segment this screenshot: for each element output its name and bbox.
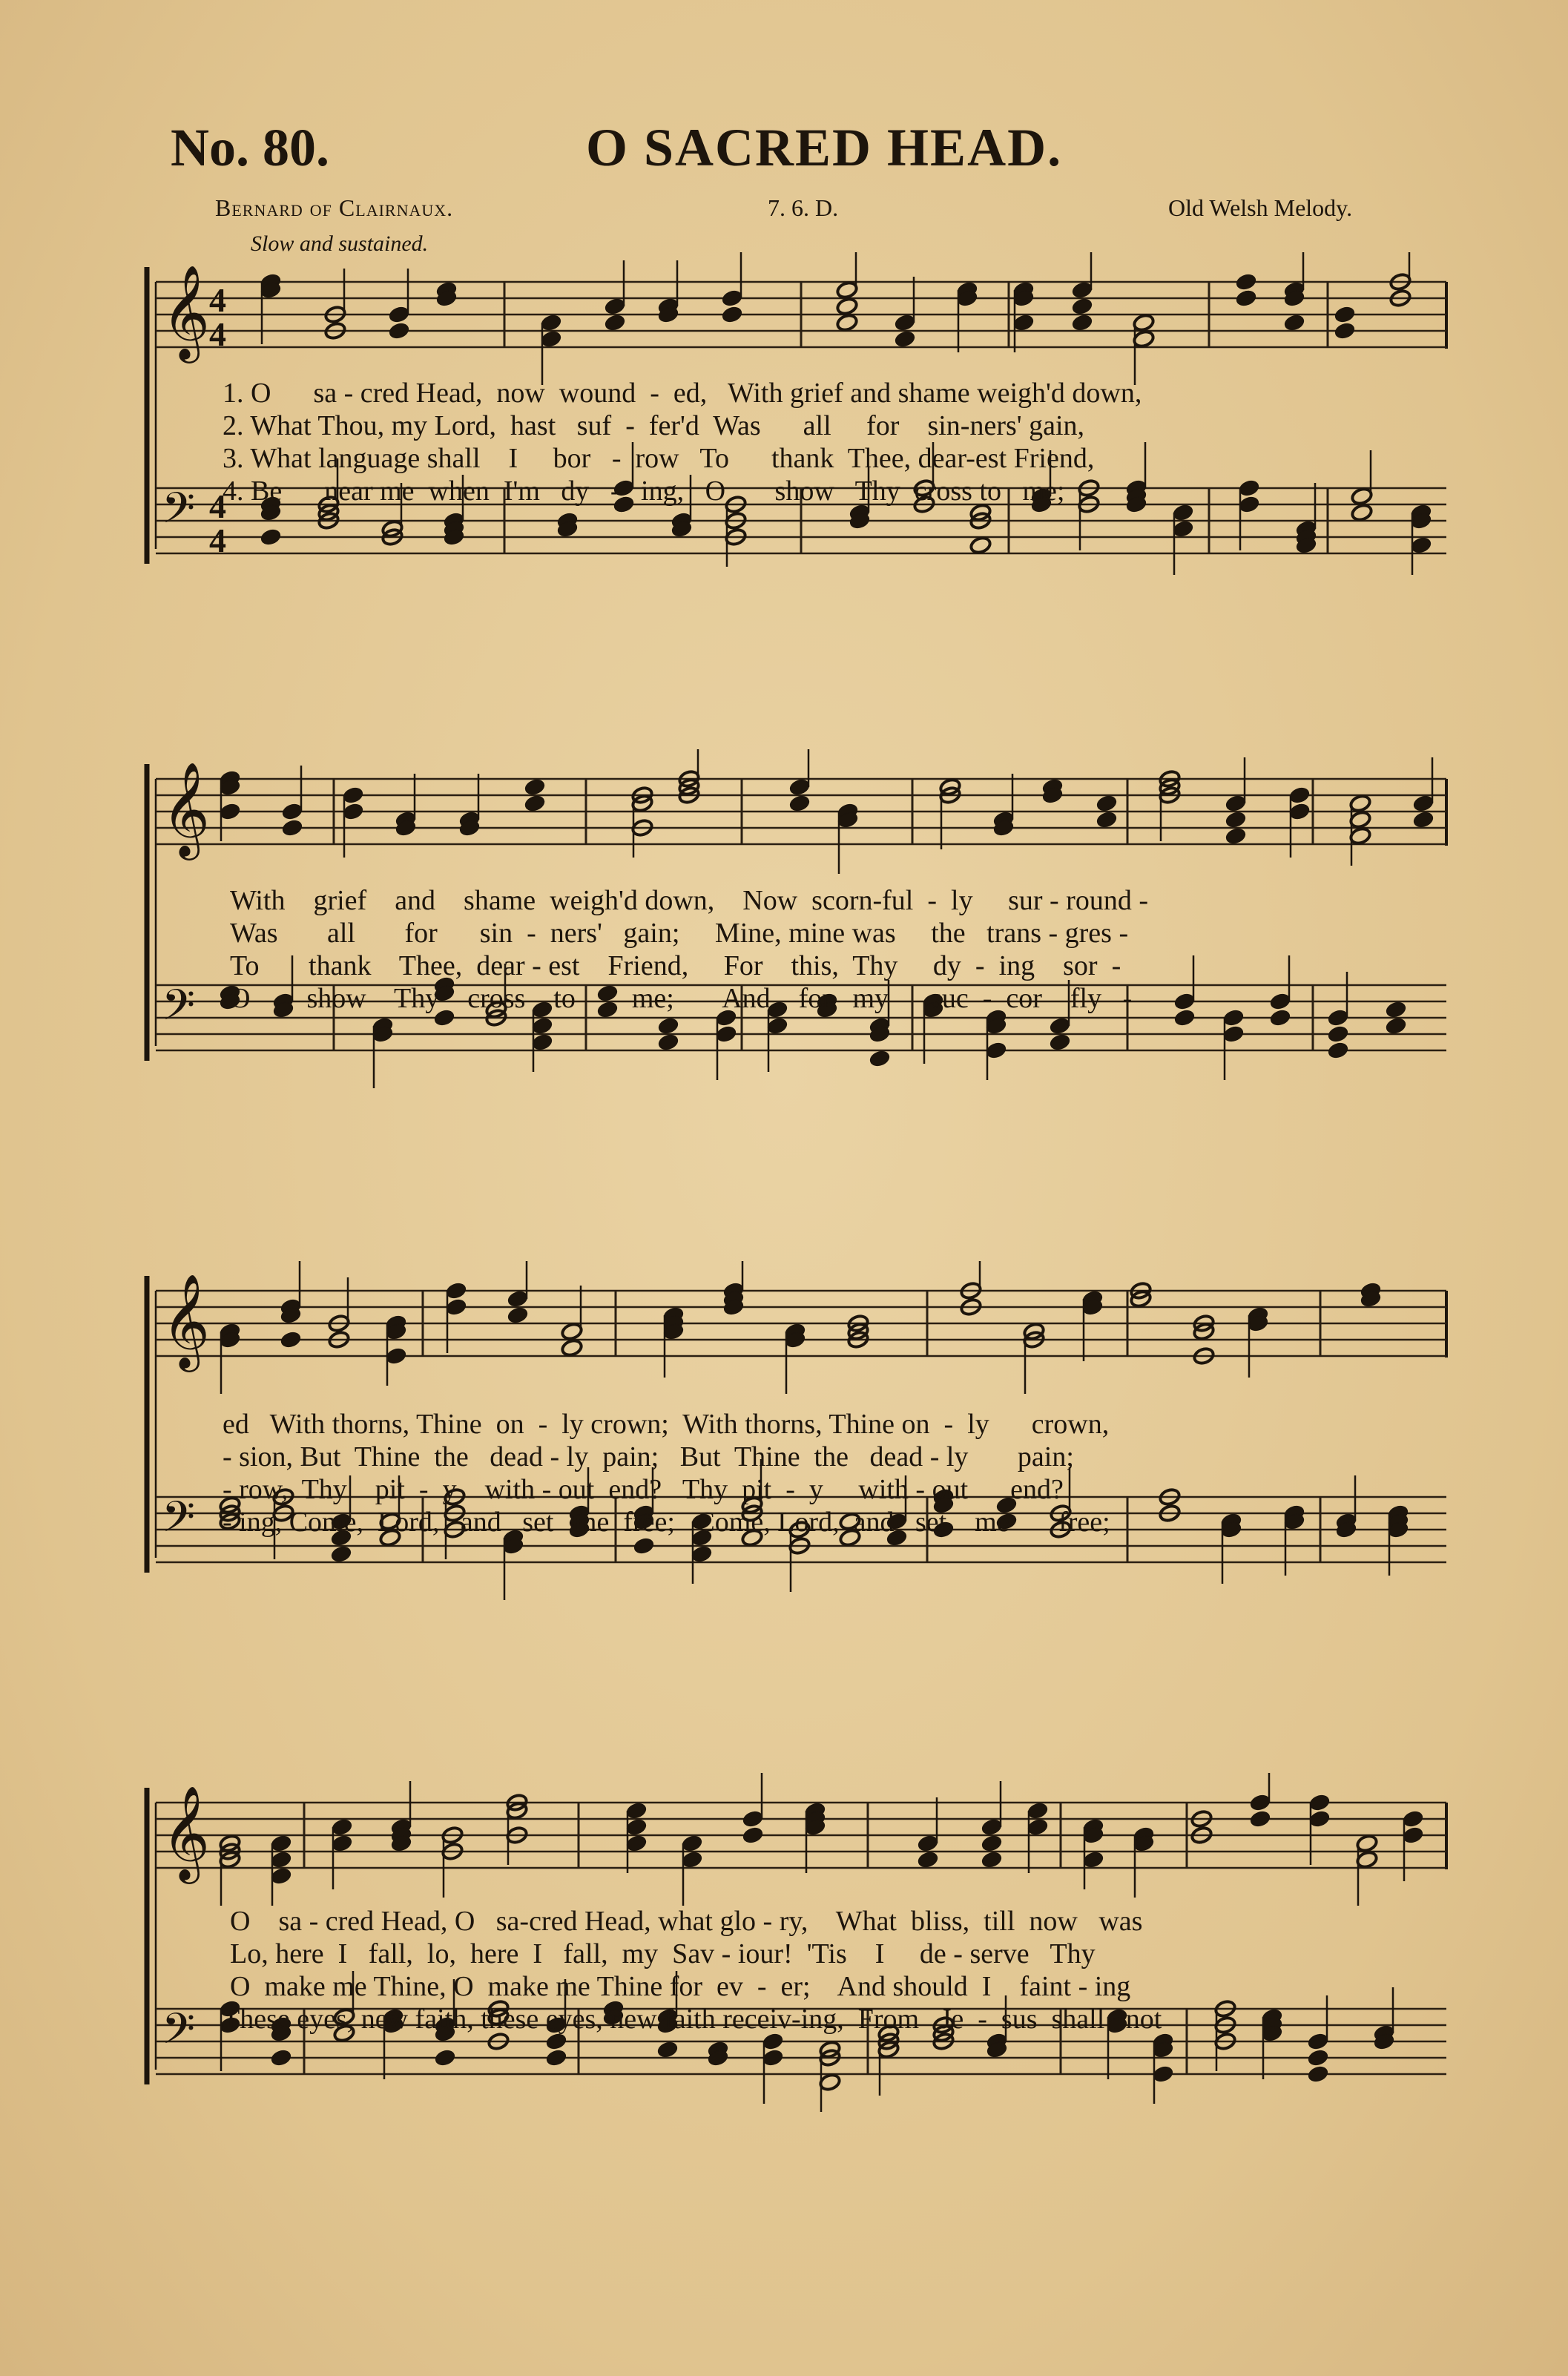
note-head [1351,487,1374,506]
note-head [762,2048,785,2067]
note-head [981,1850,1004,1869]
note-head [1071,297,1094,316]
note-head [281,802,304,821]
note-head [742,1809,765,1829]
note-head [1356,1834,1379,1853]
note-head [836,280,859,300]
note-head [1222,1008,1245,1027]
note-head [1049,1016,1072,1036]
note-head [1412,810,1435,829]
note-head [894,313,917,332]
treble-clef-icon: 𝄞 [162,264,211,359]
note-head [625,1801,648,1820]
note-head [270,1866,293,1886]
note-head [507,1306,530,1325]
note-head [1096,794,1119,813]
lyric-line: O sa - cred Head, O sa-cred Head, what glo - ry, What bliss, till now was [230,1906,1143,1937]
note-head [524,794,547,813]
time-signature: 4 [209,281,226,319]
note-head [625,1834,648,1853]
note-head [1307,2032,1330,2051]
lyric-line: ed With thorns, Thine on - ly crown; With thorns, Thine on - ly crown, [223,1409,1110,1440]
note-head [445,1297,468,1317]
note-head [657,1033,680,1052]
note-head [1082,1850,1105,1869]
lyric-line: O make me Thine, O make me Thine for ev - er; And should I faint - ing [230,1971,1131,2002]
note-head [540,313,563,332]
note-head [656,2040,679,2059]
note-head [1402,1826,1425,1845]
note-head [1410,536,1433,555]
note-head [445,1281,468,1300]
note-head [1027,1801,1050,1820]
lyric-line: 2. What Thou, my Lord, hast suf - fer'd Was all for sin-ners' gain, [223,410,1085,441]
note-head [524,777,547,797]
treble-staff [156,1261,1446,1394]
note-head [545,2048,568,2067]
note-head [540,329,563,349]
lyric-line: 3. What language shall I bor - row To thank Thee, dear-est Friend, [223,443,1095,474]
note-head [385,1346,408,1366]
note-head [219,802,242,821]
time-signature: 4 [209,521,226,559]
note-head [1133,313,1156,332]
note-head [561,1322,584,1341]
note-head [1027,1817,1050,1837]
note-head [1152,2064,1175,2084]
note-head [330,1544,353,1564]
note-head [1349,810,1372,829]
note-head [1012,313,1035,332]
note-head [531,1033,554,1052]
note-head [1249,1809,1272,1829]
note-head [281,818,304,837]
note-head [1349,826,1372,846]
treble-clef-icon: 𝄞 [162,1785,211,1880]
note-head [561,1338,584,1358]
note-head [1071,313,1094,332]
bass-clef-icon: 𝄢 [162,1492,196,1553]
note-head [1412,794,1435,813]
note-head [1172,503,1195,522]
lyric-line: - sion, But Thine the dead - ly pain; But Thine the dead - ly pain; [223,1441,1074,1472]
note-head [331,1834,354,1853]
note-head [604,297,627,316]
note-head [715,1024,738,1044]
note-head [1249,1793,1272,1812]
note-head [969,536,992,555]
note-head [625,1817,648,1837]
note-head [270,2048,293,2067]
time-signature: 4 [209,487,226,525]
lyric-line: 1. O sa - cred Head, now wound - ed, With grief and shame weigh'd down, [223,378,1142,409]
treble-clef-icon: 𝄞 [162,1273,211,1368]
note-head [1327,1008,1350,1027]
bass-clef-icon: 𝄢 [162,2004,196,2064]
treble-staff [156,252,1446,385]
note-head [1288,802,1311,821]
note-head [1288,786,1311,805]
note-head [342,786,365,805]
note-head [1402,1809,1425,1829]
time-signature: 4 [209,315,226,353]
note-head [1307,2064,1330,2084]
note-head [1385,1000,1408,1019]
note-head [270,1834,293,1853]
note-head [507,1289,530,1309]
note-head [788,794,811,813]
note-head [1049,1033,1072,1052]
note-head [681,1850,704,1869]
note-head [388,305,411,324]
note-head [1308,1793,1331,1812]
note-head [819,2073,842,2092]
note-head [1225,794,1248,813]
note-head [1133,329,1156,349]
treble-clef-icon: 𝄞 [162,761,211,856]
note-head [1334,321,1357,340]
note-head [681,1834,704,1853]
lyric-line: Lo, here I fall, lo, here I fall, my Sav - iour! 'Tis I de - serve Thy [230,1938,1096,1969]
tune-credit: Old Welsh Melody. [1168,194,1353,221]
note-head [1225,826,1248,846]
note-head [280,1330,303,1349]
note-head [633,1536,656,1556]
note-head [1222,1024,1245,1044]
note-head [1351,503,1374,522]
note-head [1307,2048,1330,2067]
lyric-line: - ing, Come, Lord, and set me free; Come, Lord, and set me free; [223,1507,1110,1538]
note-head [260,527,283,547]
lyric-line: These eyes, new faith, these eyes, new faith receiv-ing, From Je - sus shall not [223,2004,1162,2035]
note-head [331,1817,354,1837]
note-head [1096,810,1119,829]
note-head [742,1826,765,1845]
note-head [1327,1024,1350,1044]
lyric-line: Was all for sin - ners' gain; Mine, mine was the trans - gres - [230,918,1129,949]
note-head [721,305,744,324]
note-head [981,1817,1004,1837]
note-head [721,289,744,308]
note-head [1356,1850,1379,1869]
hymn-number: No. 80. [171,118,329,177]
hymn-title: O SACRED HEAD. [586,118,1063,177]
note-head [766,1016,789,1036]
note-head [1327,1041,1350,1060]
note-head [1349,794,1372,813]
note-head [388,321,411,340]
note-head [917,1850,940,1869]
note-head [1269,1008,1292,1027]
author-credit: Bernard of Clairnaux. [215,194,454,221]
note-head [1235,289,1258,308]
note-head [342,802,365,821]
note-head [1235,272,1258,292]
lyric-line: To thank Thee, dear - est Friend, For this, Thy dy - ing sor - [230,950,1121,981]
note-head [981,1834,1004,1853]
lyric-line: 4. Be near me when I'm dy - ing, O show Thy cross to me; [223,475,1065,507]
treble-staff [156,1773,1446,1906]
note-head [270,1850,293,1869]
note-head [691,1544,714,1564]
bass-clef-icon: 𝄢 [162,980,196,1041]
note-head [1308,1809,1331,1829]
note-head [1173,1008,1196,1027]
note-head [657,1016,680,1036]
note-head [434,2048,457,2067]
note-head [836,297,859,316]
tempo-marking: Slow and sustained. [251,231,429,256]
note-head [604,313,627,332]
note-head [1385,1016,1408,1036]
meter-label: 7. 6. D. [768,194,839,221]
note-head [985,1041,1008,1060]
treble-staff [156,749,1446,874]
note-head [531,1016,554,1036]
note-head [788,777,811,797]
note-head [1225,810,1248,829]
note-head [836,313,859,332]
lyric-line: With grief and shame weigh'd down, Now scorn-ful - ly sur - round - [230,885,1148,916]
note-head [894,329,917,349]
note-head [1173,992,1196,1011]
note-head [1238,478,1261,498]
note-head [917,1834,940,1853]
note-head [1334,305,1357,324]
note-head [1269,992,1292,1011]
lyric-line: O show Thy cross to me; And, for my suc - cor fly - [230,983,1133,1014]
note-head [1071,280,1094,300]
lyric-line: - row, Thy pit - y with - out end? Thy pit - y with - out end? [223,1474,1064,1505]
note-head [1172,519,1195,539]
note-head [1283,313,1306,332]
bass-clef-icon: 𝄢 [162,483,196,544]
note-head [869,1049,892,1068]
note-head [1238,495,1261,514]
